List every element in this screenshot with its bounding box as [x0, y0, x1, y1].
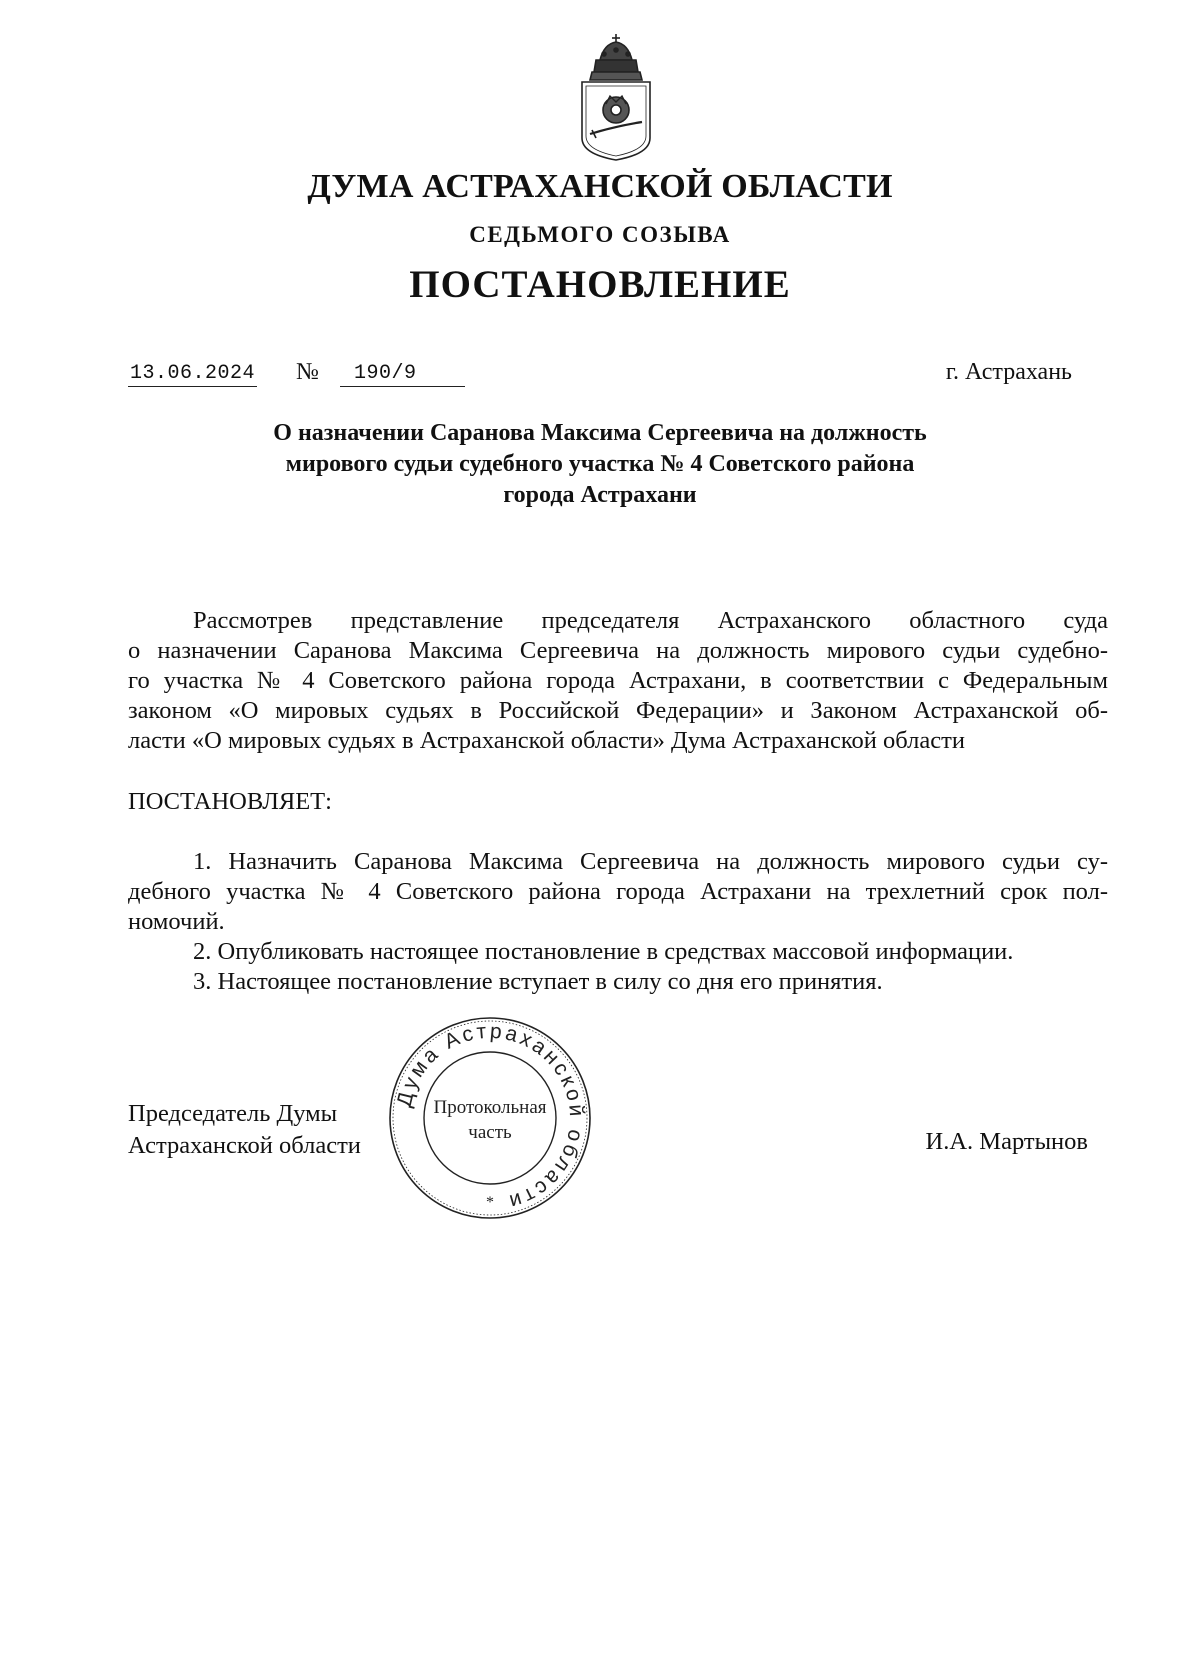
item-2: 2. Опубликовать настоящее постановление в средствах массовой информации. — [193, 938, 1014, 965]
preamble-line: ласти «О мировых судьях в Астраханской области» Дума Астраханской области — [128, 727, 965, 754]
item-1-line: номочий. — [128, 908, 225, 935]
position-line: Астраханской области — [128, 1132, 361, 1159]
subject-line: мирового судьи судебного участка № 4 Советского района — [285, 451, 915, 477]
document-number: 190/9 — [340, 362, 465, 387]
decides-heading: ПОСТАНОВЛЯЕТ: — [128, 788, 332, 815]
signatory-position — [128, 1098, 361, 1162]
preamble-line: Рассмотрев представление председателя Астраханского областного суда — [193, 607, 1108, 634]
document-meta-row — [0, 359, 1200, 392]
signatory-name: И.А. Мартынов — [925, 1128, 1088, 1155]
preamble-line: го участка № 4 Советского района города Астрахани, в соответствии с Федеральным — [128, 667, 1108, 694]
seal-star: * — [486, 1194, 494, 1211]
resolution-items — [128, 847, 1108, 997]
subject-line: О назначении Саранова Максима Сергеевича на должность — [273, 420, 927, 446]
astrakhan-coat-of-arms-icon — [576, 30, 656, 162]
number-sign: № — [296, 359, 319, 385]
organization-title: ДУМА АСТРАХАНСКОЙ ОБЛАСТИ — [307, 168, 893, 205]
item-1-line: дебного участка № 4 Советского района города Астрахани на трехлетний срок пол- — [128, 878, 1108, 905]
subject-line: города Астрахани — [503, 482, 697, 508]
preamble-line: о назначении Саранова Максима Сергеевича на должность мирового судьи судебно- — [128, 637, 1108, 664]
document-subject — [200, 418, 1000, 511]
official-seal — [385, 1013, 595, 1223]
document-date: 13.06.2024 — [130, 362, 256, 385]
seal-center-line: Протокольная — [433, 1097, 547, 1118]
convocation-subtitle: СЕДЬМОГО СОЗЫВА — [469, 222, 731, 247]
document-city: г. Астрахань — [945, 359, 1072, 385]
item-1-line: 1. Назначить Саранова Максима Сергеевича на должность мирового судьи су- — [193, 848, 1108, 875]
preamble-line: законом «О мировых судьях в Российской Федерации» и Законом Астраханской об- — [128, 697, 1108, 724]
seal-center-line: часть — [468, 1122, 512, 1143]
seal-ring-text: Дума Астраханской области — [392, 1019, 589, 1215]
preamble-paragraph — [128, 606, 1108, 756]
position-line: Председатель Думы — [128, 1100, 338, 1127]
item-3: 3. Настоящее постановление вступает в силу со дня его принятия. — [193, 968, 883, 995]
document-type-title: ПОСТАНОВЛЕНИЕ — [409, 263, 791, 306]
